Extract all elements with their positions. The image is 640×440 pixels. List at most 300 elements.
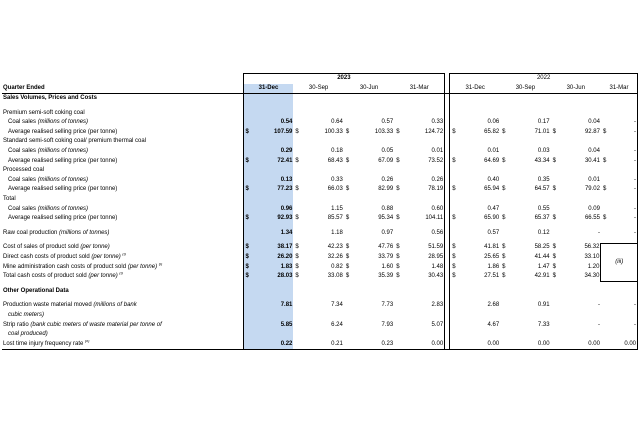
row-unit-text: (per tonne)	[88, 273, 118, 280]
blank-cell	[351, 94, 394, 104]
value-2022-1: 43.34	[534, 157, 550, 164]
currency-cell: $	[396, 263, 400, 270]
blank-cell	[2, 74, 243, 84]
currency-cell: $	[450, 243, 457, 253]
currency-cell	[601, 176, 608, 186]
currency-cell: $	[345, 128, 350, 135]
blank-cell	[250, 311, 293, 321]
currency-cell: $	[552, 215, 556, 222]
value-2023-0: 1.83	[250, 263, 293, 273]
blank-cell	[401, 166, 444, 176]
blank-cell	[351, 109, 394, 119]
row-standard_price	[2, 157, 638, 167]
blank-cell	[243, 195, 250, 205]
section-other-label: Other Operational Data	[3, 288, 69, 295]
row-label-standard_price	[2, 157, 243, 167]
row-label-text: Average realised selling price (per tonne)	[8, 186, 118, 193]
blank-cell	[507, 166, 550, 176]
row-label-text: Raw coal production	[3, 229, 58, 236]
blank-cell	[507, 330, 550, 340]
row-total_cash	[2, 272, 638, 282]
currency-cell	[344, 118, 351, 128]
blank-cell	[558, 94, 601, 104]
row-label-text: Coal sales	[8, 119, 37, 126]
blank-cell	[450, 137, 457, 147]
value-2023-3: 0.01	[401, 147, 444, 157]
row-mine_admin	[2, 263, 638, 273]
quarter-2023-2: 30-Jun	[344, 84, 394, 94]
currency-cell	[500, 176, 507, 186]
currency-cell: $	[345, 263, 350, 270]
value-2022-0: 1.86	[487, 263, 500, 270]
row-label-strip	[2, 321, 243, 331]
value-2023-3: 1.48	[401, 263, 444, 273]
quarter-header-row	[2, 84, 638, 94]
value-2022-1: 64.57	[534, 186, 550, 193]
row-waste	[2, 301, 638, 311]
quarter-2023-1: 30-Sep	[293, 84, 343, 94]
value-2022-3: -	[608, 118, 637, 128]
value-2023-1: 33.08	[327, 273, 343, 280]
value-2022-0: 65.90	[484, 215, 500, 222]
value-2023-2: 7.93	[381, 321, 394, 328]
value-2022-3: -	[608, 301, 637, 311]
blank-cell	[394, 137, 401, 147]
quarter-2023-3: 31-Mar	[394, 84, 445, 94]
value-2023-2: 103.33	[374, 128, 394, 135]
value-2022-1: 41.44	[534, 253, 550, 260]
row-label-text: Direct cash costs of product sold	[3, 253, 90, 260]
blank-cell	[608, 287, 637, 297]
currency-cell	[394, 147, 401, 157]
blank-cell	[558, 330, 601, 340]
value-2023-1: 68.43	[327, 157, 343, 164]
value-2022-1: 71.01	[534, 128, 550, 135]
currency-cell	[344, 229, 351, 239]
value-2022-3: -	[608, 229, 637, 239]
blank-cell	[344, 109, 351, 119]
value-2022-0: 65.94	[484, 186, 500, 193]
group-premium	[2, 109, 638, 119]
value-2023-1: 0.18	[331, 147, 343, 154]
footnote-iii-cell: (iii)	[601, 243, 638, 281]
blank-cell	[457, 94, 500, 104]
currency-cell	[601, 205, 608, 215]
row-processed_price	[2, 185, 638, 195]
value-2023-0: 77.23	[250, 185, 293, 195]
value-2023-0: 26.20	[250, 253, 293, 263]
currency-cell: $	[450, 253, 457, 263]
blank-cell	[507, 94, 550, 104]
row-label-total_cash	[2, 272, 243, 282]
currency-cell	[344, 321, 351, 331]
row-label-cost_sales	[2, 243, 243, 253]
currency-cell	[601, 118, 608, 128]
value-2022-1: 0.91	[537, 302, 550, 309]
row-label-processed_price	[2, 185, 243, 195]
blank-cell	[608, 109, 637, 119]
value-2022-0: 0.01	[487, 147, 500, 154]
blank-cell	[293, 166, 300, 176]
blank-cell	[300, 137, 343, 147]
value-2023-3: 28.95	[401, 253, 444, 263]
blank-cell	[500, 287, 507, 297]
value-2023-3: 0.26	[401, 176, 444, 186]
row-strip-cont	[2, 330, 638, 340]
blank-cell	[500, 195, 507, 205]
row-raw_prod	[2, 229, 638, 239]
blank-cell	[394, 94, 401, 104]
currency-cell: $	[450, 263, 457, 273]
currency-cell	[551, 321, 558, 331]
currency-cell: $	[243, 157, 250, 167]
currency-cell	[293, 118, 300, 128]
currency-cell: $	[552, 186, 556, 193]
value-2022-3: -	[608, 321, 637, 331]
blank-cell	[608, 195, 637, 205]
currency-cell	[394, 118, 401, 128]
row-label-text: Coal sales	[8, 205, 37, 212]
currency-cell	[450, 205, 457, 215]
row-label-text: Mine administration cash costs of product sold	[3, 263, 127, 270]
blank-cell	[551, 137, 558, 147]
row-label-text: Cost of sales of product sold	[3, 244, 79, 251]
row-lti	[2, 340, 638, 350]
row-cost_sales	[2, 243, 638, 253]
blank-cell	[551, 166, 558, 176]
currency-cell	[394, 205, 401, 215]
currency-cell: $	[243, 128, 250, 138]
blank-cell	[558, 109, 601, 119]
value-2022-0: 0.06	[487, 119, 500, 126]
currency-cell: $	[345, 186, 350, 193]
value-2022-2: 0.01	[588, 176, 600, 183]
currency-cell: $	[502, 244, 506, 251]
value-2022-1: 0.03	[537, 147, 550, 154]
currency-cell	[293, 340, 300, 350]
blank-cell	[601, 311, 608, 321]
value-2022-2: 30.41	[584, 157, 600, 164]
currency-cell	[500, 301, 507, 311]
blank-cell	[507, 287, 550, 297]
blank-cell	[351, 137, 394, 147]
footnote-marker: (i)	[122, 252, 126, 256]
currency-cell	[344, 147, 351, 157]
value-2023-2: 67.09	[378, 157, 394, 164]
currency-cell	[394, 176, 401, 186]
value-2023-3: 5.07	[401, 321, 444, 331]
blank-cell	[250, 166, 293, 176]
currency-cell: $	[295, 244, 299, 251]
currency-cell: $	[396, 128, 400, 135]
value-2023-1: 85.57	[327, 215, 343, 222]
currency-cell: $	[602, 157, 607, 164]
currency-cell	[500, 321, 507, 331]
currency-cell	[500, 205, 507, 215]
blank-cell	[394, 195, 401, 205]
value-2023-1: 0.21	[300, 340, 343, 350]
value-2023-2: 33.79	[378, 253, 394, 260]
value-2023-1: 32.26	[327, 253, 343, 260]
currency-cell	[243, 147, 250, 157]
row-unit-text: (millions of tonnes)	[37, 176, 89, 183]
row-processed_sales	[2, 176, 638, 186]
currency-cell: $	[450, 272, 457, 282]
currency-cell	[551, 340, 558, 350]
blank-cell	[500, 311, 507, 321]
quarter-2022-1: 30-Sep	[500, 84, 550, 94]
currency-cell	[450, 176, 457, 186]
currency-cell	[551, 118, 558, 128]
value-2023-3: 0.33	[401, 118, 444, 128]
value-2022-0: 64.69	[484, 157, 500, 164]
value-2023-3: 0.56	[401, 229, 444, 239]
row-total_sales	[2, 205, 638, 215]
blank-cell	[401, 109, 444, 119]
value-2023-2: 35.39	[378, 273, 394, 280]
row-label-premium_sales	[2, 118, 243, 128]
blank-cell	[344, 137, 351, 147]
blank-cell	[243, 330, 250, 340]
blank-cell	[401, 311, 444, 321]
currency-cell	[500, 118, 507, 128]
row-unit-text: (millions of tonnes)	[37, 119, 89, 126]
row-label-text: Lost time injury frequency rate	[3, 340, 84, 347]
value-2023-0: 0.29	[250, 147, 293, 157]
currency-cell	[293, 229, 300, 239]
row-label-text: Average realised selling price (per tonne)	[8, 215, 118, 222]
blank-cell	[450, 94, 457, 104]
blank-cell	[551, 94, 558, 104]
blank-cell	[293, 137, 300, 147]
blank-cell	[551, 311, 558, 321]
row-unit-continuation: coal produced)	[8, 331, 48, 338]
row-standard_sales	[2, 147, 638, 157]
currency-cell	[551, 205, 558, 215]
blank-cell	[250, 330, 293, 340]
row-label-lti	[2, 340, 243, 350]
blank-cell	[300, 330, 343, 340]
value-2022-3: -	[608, 214, 637, 224]
blank-cell	[394, 109, 401, 119]
value-2023-3: 0.00	[401, 340, 444, 350]
blank-cell	[601, 166, 608, 176]
value-2023-3: 124.72	[401, 128, 444, 138]
value-2022-2: 66.55	[584, 215, 600, 222]
row-label-text: Total cash costs of product sold	[3, 273, 87, 280]
blank-cell	[293, 311, 300, 321]
blank-cell	[351, 311, 394, 321]
currency-cell: $	[396, 215, 400, 222]
currency-cell	[450, 340, 457, 350]
currency-cell	[243, 118, 250, 128]
row-label-processed_sales	[2, 176, 243, 186]
currency-cell: $	[345, 215, 350, 222]
value-2022-3: -	[608, 157, 637, 167]
value-2023-2: 0.05	[381, 147, 394, 154]
value-2023-2: 1.60	[381, 263, 394, 270]
value-2022-2: 79.02	[584, 186, 600, 193]
currency-cell: $	[295, 273, 299, 280]
currency-cell: $	[502, 157, 506, 164]
blank-cell	[608, 311, 637, 321]
blank-cell	[293, 287, 300, 297]
currency-cell	[601, 147, 608, 157]
currency-cell: $	[396, 186, 400, 193]
currency-cell	[344, 301, 351, 311]
currency-cell	[450, 147, 457, 157]
currency-cell: $	[345, 157, 350, 164]
row-label-text: Average realised selling price (per tonne)	[8, 128, 118, 135]
value-2023-2: 0.26	[381, 176, 394, 183]
blank-cell	[401, 195, 444, 205]
value-2023-1: 0.33	[331, 176, 343, 183]
column-header-label: Quarter Ended	[2, 84, 243, 94]
value-2023-1: 66.03	[327, 186, 343, 193]
row-unit-text: (millions of bank	[93, 302, 137, 309]
currency-cell	[243, 301, 250, 311]
blank-cell	[293, 109, 300, 119]
blank-cell	[394, 311, 401, 321]
currency-cell	[293, 176, 300, 186]
currency-cell: $	[502, 128, 506, 135]
currency-cell: $	[396, 273, 400, 280]
currency-cell	[394, 229, 401, 239]
currency-cell	[293, 321, 300, 331]
value-2022-0: 0.40	[487, 176, 500, 183]
currency-cell	[243, 340, 250, 350]
blank-cell	[601, 109, 608, 119]
group-processed-label: Processed coal	[3, 167, 45, 174]
value-2022-1: 58.25	[534, 244, 550, 251]
value-2022-1: 7.33	[537, 321, 550, 328]
operational-data-table-container	[2, 73, 638, 350]
quarter-2023-0: 31-Dec	[243, 84, 293, 94]
currency-cell	[551, 301, 558, 311]
blank-cell	[243, 166, 250, 176]
value-2023-2: 0.57	[381, 119, 394, 126]
value-2023-0: 0.54	[250, 118, 293, 128]
blank-cell	[293, 195, 300, 205]
currency-cell	[243, 229, 250, 239]
group-standard-label: Standard semi-soft coking coal/ premium thermal coal	[3, 138, 147, 145]
blank-cell	[351, 330, 394, 340]
row-label-direct_cash	[2, 253, 243, 263]
blank-cell	[300, 94, 343, 104]
value-2022-0: 25.65	[484, 253, 500, 260]
value-2023-1: 0.64	[331, 119, 343, 126]
row-label-mine_admin	[2, 262, 243, 276]
blank-cell	[450, 330, 457, 340]
value-2023-2: 0.97	[381, 229, 394, 236]
blank-cell	[551, 330, 558, 340]
value-2023-3: 51.59	[401, 243, 444, 253]
currency-cell	[243, 205, 250, 215]
blank-cell	[500, 166, 507, 176]
currency-cell	[551, 147, 558, 157]
currency-cell: $	[450, 157, 457, 167]
currency-cell: $	[602, 215, 607, 222]
currency-cell: $	[295, 128, 299, 135]
value-2022-2: 1.20	[587, 263, 600, 270]
value-2022-0: 27.51	[484, 273, 500, 280]
currency-cell	[450, 229, 457, 239]
value-2023-0: 5.85	[250, 321, 293, 331]
currency-cell: $	[602, 186, 607, 193]
value-2022-0: 0.47	[487, 205, 500, 212]
value-2022-2: 34.30	[584, 273, 600, 280]
currency-cell	[450, 118, 457, 128]
value-2023-1: 100.33	[324, 128, 343, 135]
blank-cell	[551, 109, 558, 119]
currency-cell	[394, 340, 401, 350]
value-2023-3: 30.43	[401, 272, 444, 282]
year-header-row	[2, 74, 638, 84]
currency-cell	[601, 229, 608, 239]
blank-cell	[300, 109, 343, 119]
blank-cell	[457, 287, 500, 297]
row-label-text: Production waste material moved	[3, 302, 92, 309]
value-2023-3: 73.52	[401, 157, 444, 167]
blank-cell	[300, 166, 343, 176]
group-processed	[2, 166, 638, 176]
value-2023-1: 6.24	[331, 321, 343, 328]
value-2022-1: 42.91	[534, 273, 550, 280]
currency-cell	[243, 321, 250, 331]
section-sales-label: Sales Volumes, Prices and Costs	[3, 95, 97, 102]
value-2022-3: -	[608, 128, 637, 138]
row-unit-text: (per tonne)	[127, 263, 158, 270]
value-2023-2: 0.23	[351, 340, 394, 350]
blank-cell	[401, 330, 444, 340]
currency-cell	[293, 205, 300, 215]
blank-cell	[344, 195, 351, 205]
currency-cell: $	[502, 253, 506, 260]
value-2022-0: 0.00	[457, 340, 500, 350]
row-unit-text: (millions of tonnes)	[59, 229, 110, 236]
blank-cell	[450, 166, 457, 176]
blank-cell	[551, 195, 558, 205]
value-2022-3: -	[608, 176, 637, 186]
blank-cell	[293, 94, 300, 104]
currency-cell: $	[295, 215, 299, 222]
value-2023-0: 1.34	[250, 229, 293, 239]
currency-cell: $	[243, 214, 250, 224]
value-2022-1: 0.35	[537, 176, 550, 183]
blank-cell	[601, 94, 608, 104]
blank-cell	[457, 195, 500, 205]
blank-cell	[601, 137, 608, 147]
currency-cell	[450, 321, 457, 331]
value-2023-3: 78.19	[401, 185, 444, 195]
value-2023-1: 1.15	[331, 205, 343, 212]
blank-cell	[551, 287, 558, 297]
currency-cell	[601, 321, 608, 331]
blank-cell	[500, 330, 507, 340]
blank-cell	[608, 94, 637, 104]
currency-cell: $	[243, 185, 250, 195]
blank-cell	[558, 287, 601, 297]
section-other	[2, 287, 638, 297]
value-2023-2: 47.76	[378, 244, 394, 251]
blank-cell	[500, 94, 507, 104]
currency-cell: $	[345, 253, 350, 260]
blank-cell	[608, 330, 637, 340]
blank-cell	[450, 311, 457, 321]
blank-cell	[250, 109, 293, 119]
blank-cell	[558, 311, 601, 321]
blank-cell	[457, 137, 500, 147]
